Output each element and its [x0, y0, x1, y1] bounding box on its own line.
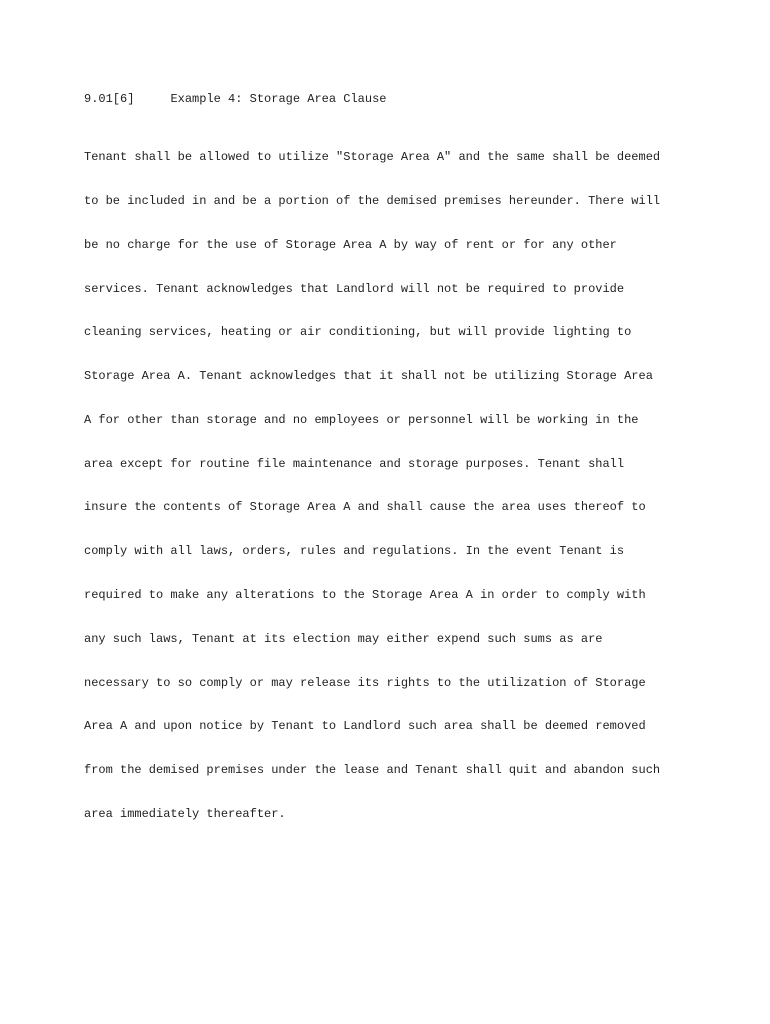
- paragraph-line: to be included in and be a portion of the demised premises hereunder. There will: [84, 193, 661, 208]
- paragraph-line: insure the contents of Storage Area A and shall cause the area uses thereof to: [84, 500, 646, 515]
- clause-paragraph: [84, 121, 724, 851]
- paragraph-line: required to make any alterations to the Storage Area A in order to comply with: [84, 588, 646, 602]
- paragraph-line: area except for routine file maintenance and storage purposes. Tenant shall: [84, 456, 625, 471]
- paragraph-line: from the demised premises under the lease and Tenant shall quit and abandon such: [84, 763, 661, 778]
- paragraph-line: services. Tenant acknowledges that Landlord will not be required to provide: [84, 281, 625, 296]
- paragraph-line: be no charge for the use of Storage Area A by way of rent or for any other: [84, 237, 617, 252]
- section-number: 9.01[6]: [84, 92, 135, 106]
- paragraph-line: area immediately thereafter.: [84, 806, 286, 821]
- paragraph-line: comply with all laws, orders, rules and regulations. In the event Tenant is: [84, 544, 625, 559]
- paragraph-line: Storage Area A. Tenant acknowledges that it shall not be utilizing Storage Area: [84, 369, 653, 384]
- paragraph-line: necessary to so comply or may release its rights to the utilization of Storage: [84, 675, 646, 690]
- section-title: Example 4: Storage Area Clause: [170, 92, 387, 106]
- paragraph-line: cleaning services, heating or air conditioning, but will provide lighting to: [84, 325, 632, 340]
- paragraph-line: A for other than storage and no employees or personnel will be working in the: [84, 412, 639, 427]
- paragraph-line: Tenant shall be allowed to utilize "Storage Area A" and the same shall be deemed: [84, 150, 661, 165]
- document-page: [84, 92, 724, 851]
- section-heading: [84, 92, 724, 107]
- paragraph-line: Area A and upon notice by Tenant to Landlord such area shall be deemed removed: [84, 719, 646, 734]
- paragraph-line: any such laws, Tenant at its election may either expend such sums as are: [84, 631, 603, 646]
